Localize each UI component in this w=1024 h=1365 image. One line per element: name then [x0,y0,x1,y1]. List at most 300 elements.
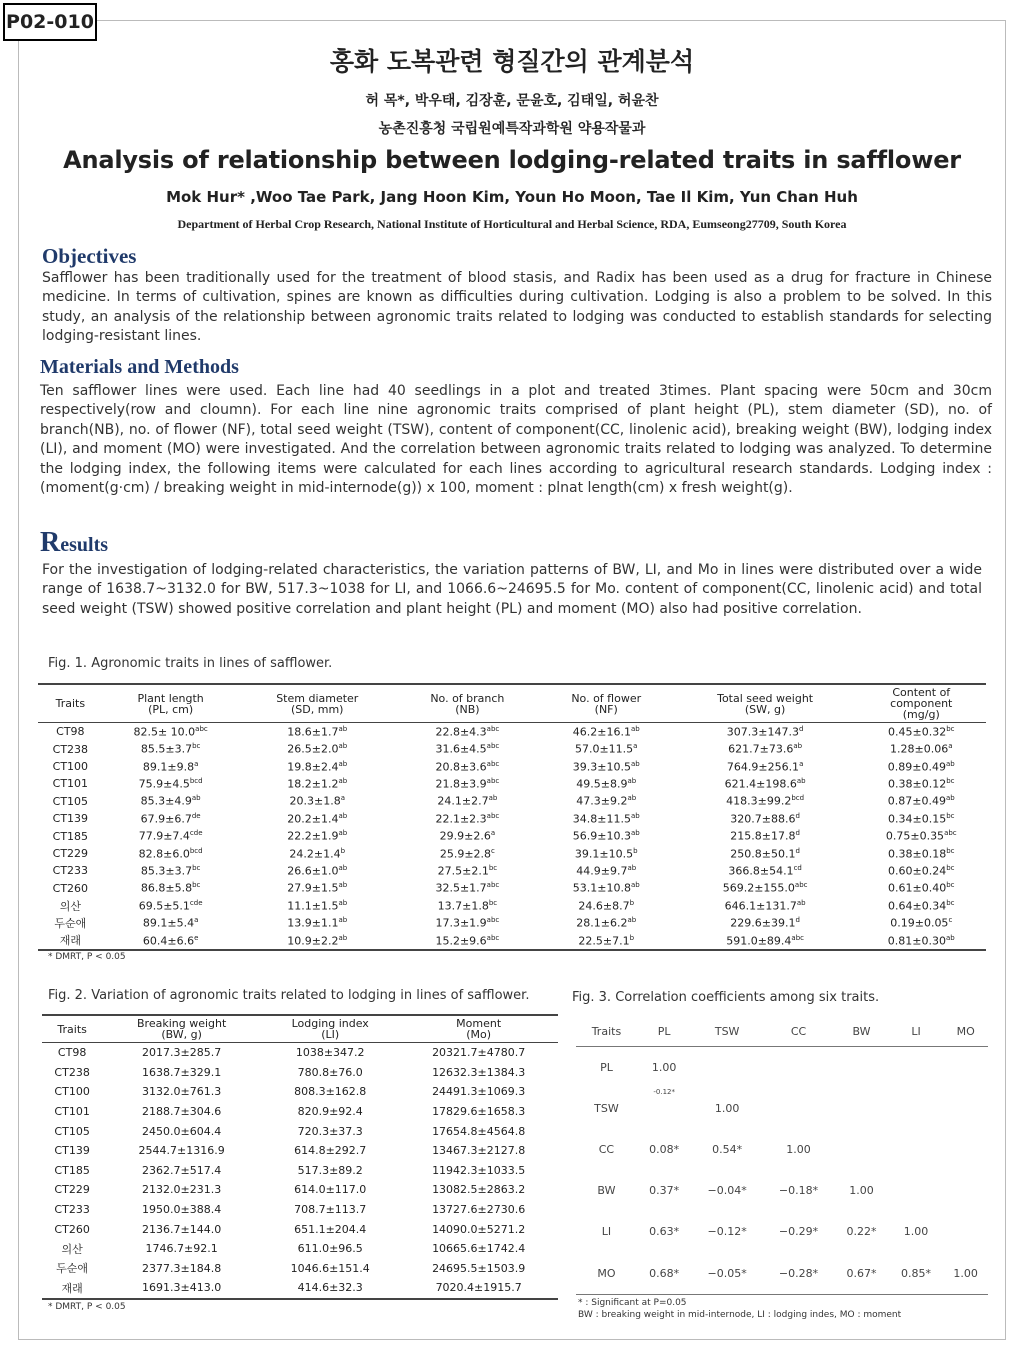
results-heading-initial: R [40,527,61,558]
data-cell [103,914,239,931]
row-label: CT98 [56,725,85,739]
table-row [38,827,986,844]
data-cell [103,810,239,827]
data-cell: 12632.3±1384.3 [432,1065,526,1079]
data-cell: 708.7±113.7 [294,1203,367,1217]
column-header [674,684,857,723]
cell-value: 22.8±4.3 [435,725,487,739]
row-label: 두순애 [54,916,87,930]
correlation-cell: 0.22* [846,1225,877,1239]
data-cell [539,897,674,914]
table-row [38,862,986,879]
significance-letter: abc [486,811,500,820]
data-cell [103,758,239,775]
significance-letter: e [194,933,199,942]
data-cell [674,775,857,792]
cell-value: 569.2±155.0 [722,882,795,896]
column-header-line: (LI) [321,1028,340,1041]
column-header-line: (SD, mm) [291,702,344,716]
column-header-line: Moment [456,1017,502,1030]
cell-value: 75.9±4.5 [138,777,190,791]
data-cell [539,740,674,757]
significance-letter: abc [486,759,500,768]
data-cell: 20321.7±4780.7 [432,1046,526,1060]
data-cell [239,827,396,844]
data-cell: 13082.5±2863.2 [432,1183,526,1197]
data-cell [396,758,539,775]
significance-letter: d [795,846,800,855]
cell-value: 418.3±99.2 [726,795,792,809]
row-label: LI [601,1225,612,1239]
cell-value: 0.87±0.49 [887,795,946,809]
correlation-cell: 1.00 [849,1184,874,1198]
table-row [42,1063,558,1083]
cell-value: 26.6±1.0 [287,864,339,878]
results-text: For the investigation of lodging-related characteristics, the variation patterns of BW, LI, and Mo in lines were distributed over a wide range of 1638.7~3132.0 for BW, 517.3~1038 for LI, and 1066.6~24695.5 for Mo. content of component(CC, linolenic acid) and total seed weight (TSW) showed positive correlation and plant height (PL) and moment (MO) also had positive correlation. [42,562,982,617]
data-cell [674,793,857,810]
table-row [42,1102,558,1122]
column-header-line: Stem diameter [276,691,359,705]
table-row [42,1278,558,1299]
correlation-cell: −0.29* [778,1225,819,1239]
correlation-cell: 1.00 [714,1101,740,1115]
significance-letter: ab [338,898,348,907]
significance-letter: d [795,829,800,838]
data-cell [674,914,857,931]
data-cell [539,880,674,897]
significance-letter: ab [338,742,348,751]
significance-letter: b [629,898,635,907]
cell-value: 24.1±2.7 [437,795,489,809]
data-cell [239,897,396,914]
cell-value: 56.9±10.3 [572,829,631,843]
row-label: CT101 [52,777,89,791]
data-cell [103,775,239,792]
data-cell: 614.8±292.7 [294,1144,367,1158]
data-cell: 13467.3±2127.8 [432,1144,526,1158]
cell-value: 53.1±10.8 [572,882,631,896]
cell-value: 32.5±1.7 [435,882,487,896]
cell-value: 82.8±6.0 [138,847,190,861]
cell-value: 15.2±9.6 [435,934,487,948]
row-label: CT260 [54,1222,90,1236]
significance-letter: ab [338,759,348,768]
cell-value: 11.1±1.5 [287,899,339,913]
data-cell: 1638.7±329.1 [142,1065,222,1079]
column-header-line: (Mo) [466,1028,492,1041]
table-row [38,758,986,775]
data-cell: 651.1±204.4 [294,1222,367,1236]
data-cell [539,914,674,931]
column-header-line: No. of flower [571,691,642,705]
row-label: CT105 [54,1124,90,1138]
significance-letter: d [795,916,800,925]
correlation-cell [834,1046,889,1088]
data-cell [857,793,986,810]
cell-value: 19.8±2.4 [287,760,339,774]
data-cell [857,897,986,914]
significance-letter: ab [627,916,637,925]
cell-value: 47.3±9.2 [576,795,628,809]
data-cell [103,862,239,879]
data-cell [239,793,396,810]
row-label: BW [597,1184,616,1198]
column-header-line: component [890,697,953,710]
significance-letter: bcd [791,794,805,803]
significance-letter: b [633,846,638,855]
significance-letter: ab [338,933,348,942]
column-header-line: No. of branch [430,691,505,705]
affiliation-english: Department of Herbal Crop Research, National Institute of Horticultural and Herbal Science, RDA, Eumseong27709, South Korea [177,217,847,231]
data-cell [674,845,857,862]
correlation-cell: −0.12* [707,1225,747,1239]
data-cell [674,810,857,827]
column-header-line: (NF) [594,702,618,716]
significance-letter: cd [793,863,802,872]
data-cell [239,932,396,950]
significance-letter: ab [630,811,640,820]
correlation-cell: −0.28* [778,1266,819,1280]
row-label: CT98 [57,1046,87,1060]
cell-value: 85.3±4.9 [140,795,192,809]
data-cell [539,793,674,810]
data-cell [103,897,239,914]
data-cell [396,880,539,897]
column-header-line: Breaking weight [137,1017,227,1030]
row-label: 재래 [61,1281,83,1295]
cell-value: 77.9±7.4 [138,829,190,843]
column-header [102,1015,261,1043]
cell-value: 307.3±147.3 [726,725,799,739]
cell-value: 67.9±6.7 [140,812,192,826]
cell-value: 621.4±198.6 [724,777,797,791]
row-label: CT260 [52,881,89,895]
column-header-line: (PL, cm) [148,702,194,716]
data-cell [239,775,396,792]
data-cell [103,932,239,950]
data-cell: 11942.3±1033.5 [432,1163,526,1177]
row-label: 두순애 [56,1262,89,1276]
row-label: MO [597,1266,616,1280]
significance-letter: ab [338,863,348,872]
significance-letter: a [799,759,804,768]
correlation-cell [889,1170,944,1211]
data-cell [539,810,674,827]
significance-letter: bc [488,863,498,872]
cell-value: 0.81±0.30 [887,934,946,948]
methods-text: Ten safflower lines were used. Each line had 40 seedlings in a plot and treated 3times. Plant spacing were 50cm and 30cm respectively(row and cloumn). For each line nine agronomic traits comprised of plant height (PL), stem diameter (SD), no. of branch(NB), no. of flower (NF), total seed weight (TSW), content of component(CC, linolenic acid), breaking weight (BW), lodging index (LI), and moment (MO) were investigated. And the correlation between agronomic traits related to lodging was analyzed. To determine the lodging index, the following items were calculated for each lines according to agricultural research standards. Lodging index : (moment(g·cm) / breaking weight in mid-internode(g)) x 100, moment : plnat length(cm) x fresh weight(g). [40,383,992,497]
cell-value: 20.3±1.8 [289,795,341,809]
cell-value: 20.2±1.4 [287,812,339,826]
correlation-cell [889,1046,944,1088]
data-cell [857,810,986,827]
column-header: BW [852,1025,871,1039]
cell-value: 18.2±1.2 [287,777,339,791]
correlation-cell: 1.00 [953,1266,978,1280]
title-korean: 홍화 도복관련 형질간의 관계분석 [329,47,695,76]
results-heading-rest: esults [60,534,109,556]
correlation-cell [834,1088,889,1129]
data-cell: 17654.8±4564.8 [432,1124,526,1138]
row-label: 의산 [61,1242,83,1256]
table-row [42,1259,558,1279]
correlation-cell: 0.68* [649,1266,680,1280]
data-cell [674,880,857,897]
data-cell [674,862,857,879]
column-header [103,684,239,723]
significance-letter: d [798,724,804,733]
correlation-cell: 0.54* [712,1142,743,1156]
table-row [42,1141,558,1161]
row-label: CT105 [52,794,89,808]
cell-value: 0.64±0.34 [888,899,947,913]
significance-letter: bc [946,898,955,907]
table-row [576,1046,988,1088]
row-label: CC [598,1142,615,1156]
column-header [261,1015,399,1043]
row-label: CT229 [54,1183,90,1197]
cell-value: 0.60±0.24 [888,864,947,878]
data-cell [857,932,986,950]
correlation-cell: 1.00 [903,1225,929,1239]
correlation-cell [763,1046,834,1088]
significance-letter: ab [338,829,348,838]
data-cell: 2017.3±285.7 [142,1046,222,1060]
row-label: CT101 [54,1105,90,1119]
data-cell: 720.3±37.3 [297,1124,363,1138]
row-label: CT229 [52,846,89,860]
row-label: PL [600,1060,613,1074]
correlation-cell: −0.04* [707,1184,747,1198]
data-cell [857,880,986,897]
cell-value: 229.6±39.1 [730,916,796,930]
row-label: CT100 [54,1085,90,1099]
data-cell: 2188.7±304.6 [142,1105,222,1119]
table-row [42,1239,558,1259]
column-header: TSW [714,1025,740,1039]
objectives-heading: Objectives [42,244,137,268]
row-label: CT139 [54,1144,90,1158]
cell-value: 366.8±54.1 [728,864,794,878]
fig3-caption: Fig. 3. Correlation coefficients among six traits. [572,990,880,1005]
significance-letter: ab [630,724,640,733]
correlation-cell [763,1088,834,1129]
cell-value: 89.1±9.8 [142,760,195,774]
data-cell [239,758,396,775]
column-header-line: Traits [57,1022,87,1036]
significance-letter: bc [946,881,955,890]
cell-value: 69.5±5.1 [138,899,190,913]
data-cell [396,827,539,844]
data-cell: 2450.0±604.4 [142,1124,222,1138]
data-cell [539,775,674,792]
data-cell [103,827,239,844]
cell-value: 22.2±1.9 [287,829,339,843]
data-cell [857,740,986,757]
correlation-cell: -0.12* [653,1087,675,1096]
significance-letter: bc [946,777,955,786]
data-cell [103,793,239,810]
significance-letter: bc [946,863,955,872]
data-cell: 1950.0±388.4 [142,1203,222,1217]
data-cell: 17829.6±1658.3 [432,1105,526,1119]
methods-heading: Materials and Methods [40,356,239,378]
significance-letter: abc [794,881,808,890]
significance-letter: ab [946,759,955,768]
table-row [38,845,986,862]
significance-letter: a [633,742,638,751]
data-cell [103,723,239,741]
data-cell [674,740,857,757]
row-label: TSW [594,1101,619,1115]
data-cell [396,914,539,931]
table-row [38,810,986,827]
table-row [576,1252,988,1294]
data-cell [539,862,674,879]
column-header-line: Plant length [137,691,204,705]
cell-value: 82.5± 10.0 [133,725,196,739]
fig1-caption: Fig. 1. Agronomic traits in lines of safflower. [48,656,333,671]
column-header [857,684,986,723]
significance-letter: abc [486,777,500,786]
row-label: CT238 [52,742,89,756]
data-cell: 2362.7±517.4 [142,1163,222,1177]
cell-value: 21.8±3.9 [435,777,487,791]
cell-value: 0.45±0.32 [888,725,947,739]
significance-letter: bc [946,811,955,820]
cell-value: 25.9±2.8 [439,847,492,861]
significance-letter: ab [946,794,955,803]
data-cell: 24491.3±1069.3 [432,1085,526,1099]
significance-letter: ab [946,933,955,942]
significance-letter: ab [338,777,348,786]
column-header-line: (mg/g) [902,708,940,721]
column-header [396,684,539,723]
data-cell: 7020.4±1915.7 [435,1281,522,1295]
table-row [42,1121,558,1141]
table-row [42,1200,558,1220]
significance-letter: a [948,742,953,751]
data-cell: 24695.5±1503.9 [432,1261,526,1275]
correlation-cell: 0.63* [649,1225,680,1239]
correlation-cell [889,1088,944,1129]
correlation-cell: 0.08* [649,1142,680,1156]
cell-value: 46.2±16.1 [572,725,631,739]
cell-value: 44.9±9.7 [576,864,628,878]
data-cell [396,793,539,810]
data-cell [539,932,674,950]
table-row [38,723,986,741]
table-row [38,740,986,757]
data-cell: 1746.7±92.1 [145,1242,218,1256]
correlation-cell [889,1129,944,1170]
data-cell [857,723,986,741]
fig1-table [38,683,986,951]
row-label: 의산 [59,899,81,913]
significance-letter: d [795,811,800,820]
cell-value: 0.61±0.40 [888,882,947,896]
cell-value: 24.6±8.7 [578,899,630,913]
data-cell [539,827,674,844]
cell-value: 13.9±1.1 [287,916,339,930]
fig3-footnote-abbreviations: BW : breaking weight in mid-internode, LI : lodging indes, MO : moment [578,1310,902,1320]
correlation-cell: 1.00 [786,1142,811,1156]
significance-letter: abc [486,724,500,733]
cell-value: 18.6±1.7 [287,725,339,739]
column-header: MO [956,1025,975,1039]
column-header [239,684,396,723]
significance-letter: ab [627,777,637,786]
significance-letter: bc [946,846,955,855]
significance-letter: c [491,846,495,855]
cell-value: 10.9±2.2 [287,934,339,948]
significance-letter: ab [630,829,640,838]
significance-letter: abc [486,881,500,890]
cell-value: 57.0±11.5 [574,742,634,756]
data-cell [857,758,986,775]
significance-letter: cde [189,829,203,838]
fig3-footnote-significance: * : Significant at P=0.05 [578,1298,687,1308]
significance-letter: abc [195,724,208,733]
table-row [38,793,986,810]
data-cell [674,723,857,741]
title-english: Analysis of relationship between lodging-related traits in safflower [63,146,961,174]
table-row [576,1129,988,1170]
correlation-cell [943,1129,988,1170]
fig2-caption: Fig. 2. Variation of agronomic traits related to lodging in lines of safflower. [48,988,530,1003]
cell-value: 17.3±1.9 [435,916,487,930]
significance-letter: b [629,933,635,942]
cell-value: 28.1±6.2 [576,916,628,930]
table-row [576,1170,988,1211]
column-header-line: Total seed weight [717,691,814,705]
data-cell: 3132.0±761.3 [142,1085,222,1099]
significance-letter: abc [486,916,500,925]
cell-value: 621.7±73.6 [728,742,794,756]
results-heading [40,527,108,559]
data-cell: 808.3±162.8 [294,1085,367,1099]
data-cell [103,740,239,757]
column-header [399,1015,558,1043]
data-cell [857,827,986,844]
significance-letter: a [490,829,496,838]
row-label: CT185 [54,1163,90,1177]
table-row [42,1082,558,1102]
cell-value: 60.4±6.6 [142,934,195,948]
row-label: 재래 [59,934,81,948]
significance-letter: ab [338,724,348,733]
data-cell: 2132.0±231.3 [142,1183,222,1197]
authors-korean: 허 목*, 박우태, 김장훈, 문윤호, 김태일, 허윤찬 [365,93,659,109]
column-header [42,1015,102,1043]
column-header-line: Content of [892,686,951,699]
data-cell [396,862,539,879]
significance-letter: abc [486,933,500,942]
data-cell: 14090.0±5271.2 [432,1222,526,1236]
significance-letter: a [194,916,199,925]
data-cell [396,723,539,741]
cell-value: 49.5±8.9 [576,777,628,791]
table-row [42,1180,558,1200]
column-header-line: (SW, g) [744,702,786,716]
cell-value: 26.5±2.0 [287,742,339,756]
data-cell: 414.6±32.3 [297,1281,363,1295]
cell-value: 31.6±4.5 [435,742,487,756]
data-cell [239,880,396,897]
cell-value: 13.7±1.8 [437,899,489,913]
data-cell [396,897,539,914]
table-row [38,897,986,914]
